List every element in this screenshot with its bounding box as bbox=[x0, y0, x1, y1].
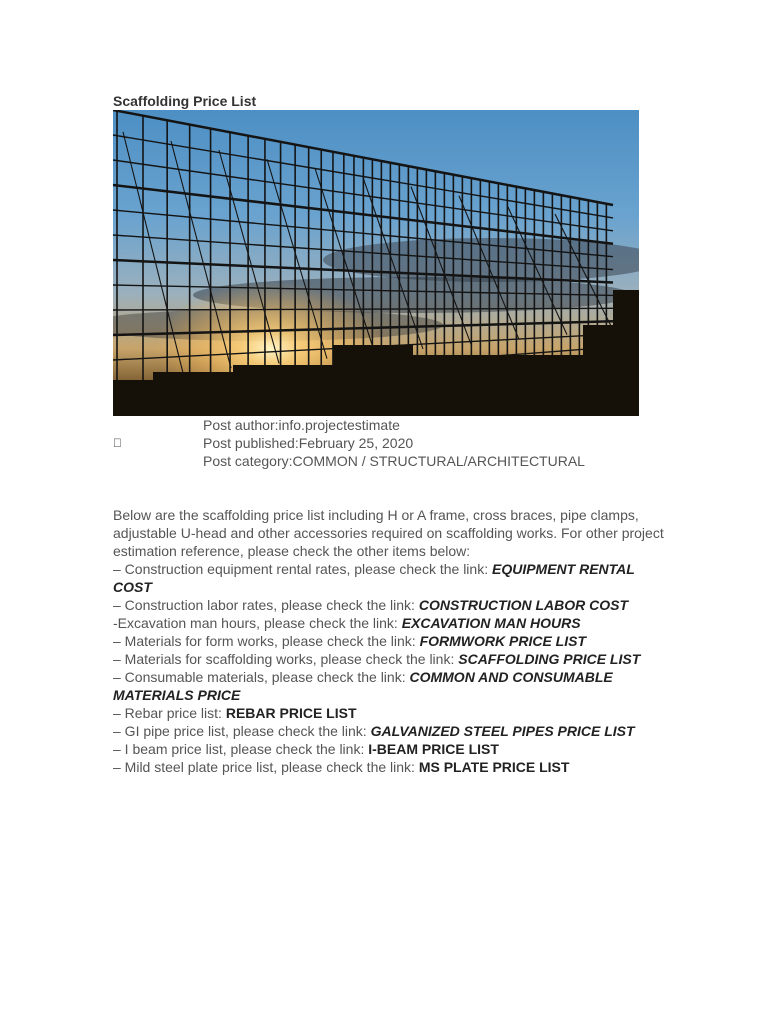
link-construction-labor-cost[interactable]: CONSTRUCTION LABOR COST bbox=[418, 597, 629, 613]
list-item-excavation bbox=[113, 614, 673, 632]
link-scaffolding-price-list[interactable]: SCAFFOLDING PRICE LIST bbox=[458, 651, 641, 667]
post-published bbox=[113, 434, 673, 452]
list-item-scaffolding bbox=[113, 650, 673, 668]
list-item-text: – Consumable materials, please check the link: bbox=[113, 669, 410, 685]
list-item-text: – GI pipe price list, please check the link: bbox=[113, 723, 371, 739]
document-page bbox=[113, 92, 673, 776]
list-item-text: – Construction equipment rental rates, please check the link: bbox=[113, 561, 492, 577]
list-item-i-beam bbox=[113, 740, 673, 758]
link-formwork-price-list[interactable]: FORMWORK PRICE LIST bbox=[419, 633, 586, 649]
list-item-text: – Materials for scaffolding works, please check the link: bbox=[113, 651, 459, 667]
link-i-beam-price-list[interactable]: I-BEAM PRICE LIST bbox=[368, 741, 499, 757]
link-excavation-man-hours[interactable]: EXCAVATION MAN HOURS bbox=[401, 615, 581, 631]
post-author bbox=[113, 416, 673, 434]
post-author-text: Post author:info.projectestimate bbox=[203, 417, 400, 433]
page-title: Scaffolding Price List bbox=[113, 93, 257, 109]
list-item-text: -Excavation man hours, please check the link: bbox=[113, 615, 402, 631]
link-rebar-price-list[interactable]: REBAR PRICE LIST bbox=[225, 705, 357, 721]
list-item-gi-pipe bbox=[113, 722, 673, 740]
post-published-text: Post published:February 25, 2020 bbox=[203, 435, 414, 451]
list-item-rebar bbox=[113, 704, 673, 722]
intro-paragraph: Below are the scaffolding price list including H or A frame, cross braces, pipe clamps, adjustable U-head and other accessories required on scaffolding works. For other project estimation reference, please check the other items below: bbox=[113, 507, 664, 559]
list-item-text: – I beam price list, please check the link: bbox=[113, 741, 369, 757]
article-body bbox=[113, 506, 673, 776]
link-consumable-materials-price[interactable]: COMMON AND CONSUMABLE MATERIALS PRICE bbox=[113, 669, 613, 703]
list-item-text: – Rebar price list: bbox=[113, 705, 226, 721]
link-equipment-rental-cost[interactable]: EQUIPMENT RENTAL COST bbox=[113, 561, 635, 595]
post-meta bbox=[113, 416, 673, 470]
scaffolding-photo bbox=[113, 110, 639, 416]
list-item-text: – Mild steel plate price list, please check the link: bbox=[113, 759, 419, 775]
list-item-consumables bbox=[113, 668, 673, 704]
link-galvanized-steel-pipes-price-list[interactable]: GALVANIZED STEEL PIPES PRICE LIST bbox=[370, 723, 635, 739]
list-item-labor bbox=[113, 596, 673, 614]
clock-icon bbox=[113, 434, 122, 452]
list-item-formwork bbox=[113, 632, 673, 650]
link-ms-plate-price-list[interactable]: MS PLATE PRICE LIST bbox=[418, 759, 570, 775]
list-item-ms-plate bbox=[113, 758, 673, 776]
list-item-equipment bbox=[113, 560, 673, 596]
list-item-text: – Construction labor rates, please check the link: bbox=[113, 597, 419, 613]
post-category-text: Post category:COMMON / STRUCTURAL/ARCHITECTURAL bbox=[203, 453, 585, 469]
post-category bbox=[113, 452, 673, 470]
list-item-text: – Materials for form works, please check the link: bbox=[113, 633, 420, 649]
